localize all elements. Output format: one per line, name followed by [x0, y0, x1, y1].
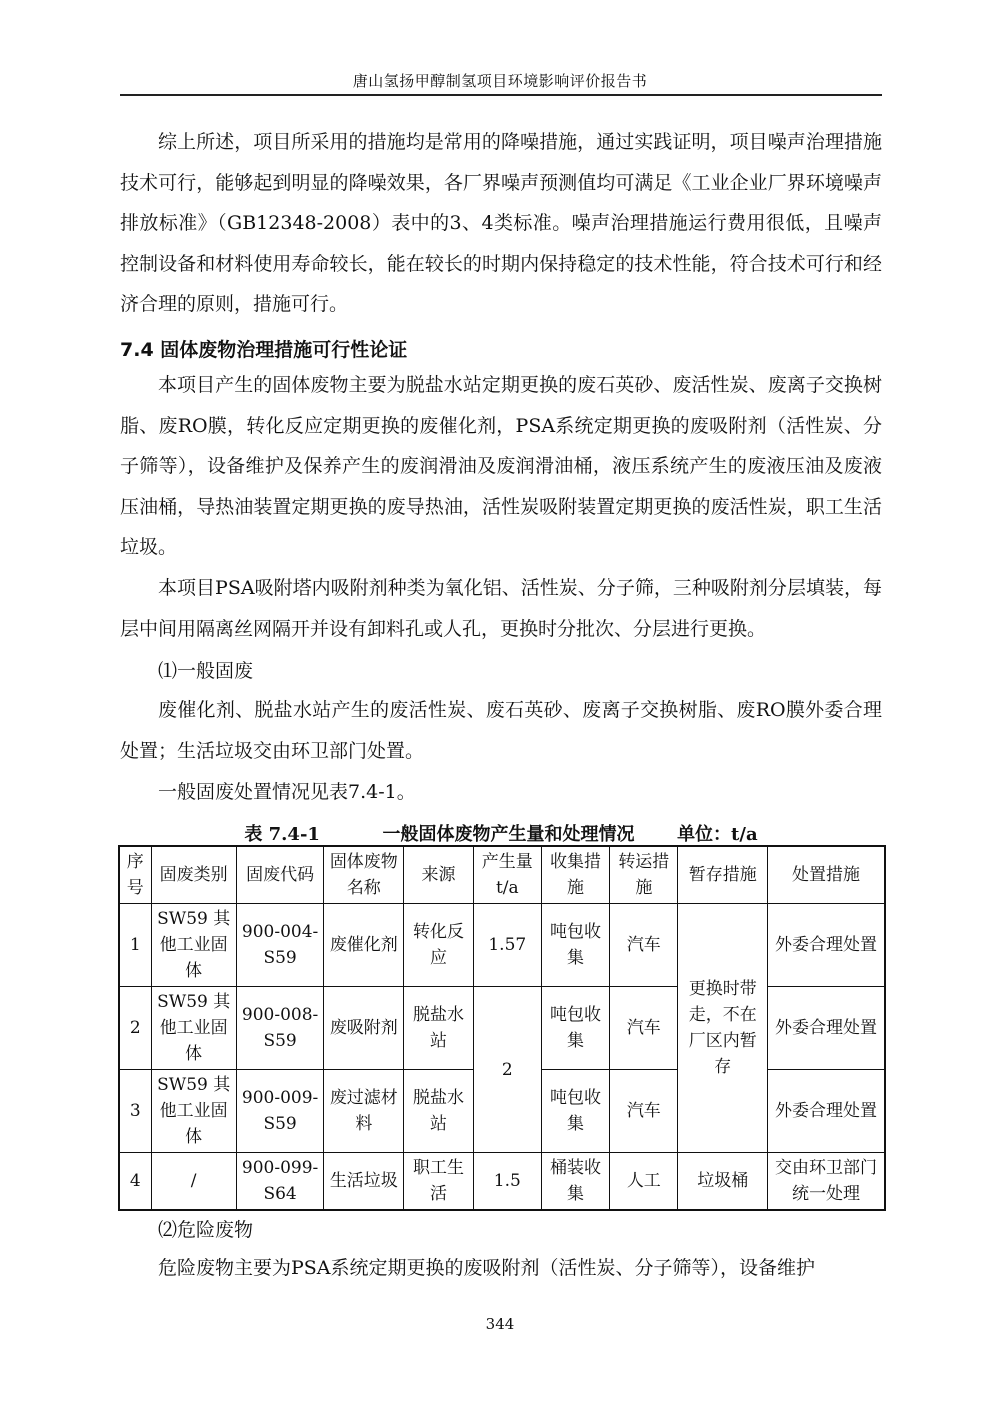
section-heading: 7.4 固体废物治理措施可行性论证: [120, 339, 408, 361]
col-header-collect: 收集措施: [541, 846, 609, 904]
cell-collect: 桶装收集: [541, 1153, 609, 1211]
table-caption-unit: 单位：t/a: [677, 824, 758, 845]
subheading-general-waste: ⑴一般固废: [158, 660, 254, 682]
cell-amount: 1.57: [473, 904, 541, 987]
cell-category: SW59 其他工业固体: [151, 987, 236, 1070]
cell-storage-merged: 更换时带走，不在厂区内暂存: [678, 904, 768, 1153]
cell-source: 转化反应: [404, 904, 473, 987]
cell-no: 2: [119, 987, 151, 1070]
col-header-dispose: 处置措施: [768, 846, 885, 904]
cell-category: SW59 其他工业固体: [151, 1070, 236, 1153]
cell-dispose: 交由环卫部门统一处理: [768, 1153, 885, 1211]
cell-code: 900-008-S59: [236, 987, 323, 1070]
subheading-hazardous-waste: ⑵危险废物: [158, 1219, 254, 1241]
header-rule: [120, 94, 882, 96]
cell-name: 生活垃圾: [324, 1153, 404, 1211]
cell-category: SW59 其他工业固体: [151, 904, 236, 987]
table-row: [119, 987, 885, 1070]
paragraph-table-reference: 一般固废处置情况见表7.4-1。: [158, 781, 416, 803]
cell-no: 3: [119, 1070, 151, 1153]
cell-code: 900-009-S59: [236, 1070, 323, 1153]
cell-category: /: [151, 1153, 236, 1211]
table-header-row: [119, 846, 885, 904]
col-header-category: 固废类别: [151, 846, 236, 904]
col-header-storage: 暂存措施: [678, 846, 768, 904]
table-caption: [120, 820, 882, 846]
col-header-name: 固体废物名称: [324, 846, 404, 904]
table-caption-number: 表 7.4-1: [244, 824, 320, 845]
cell-no: 1: [119, 904, 151, 987]
cell-source: 脱盐水站: [404, 987, 473, 1070]
cell-dispose: 外委合理处置: [768, 987, 885, 1070]
cell-dispose: 外委合理处置: [768, 1070, 885, 1153]
general-waste-table: [118, 845, 886, 1211]
col-header-code: 固废代码: [236, 846, 323, 904]
cell-no: 4: [119, 1153, 151, 1211]
cell-storage: 垃圾桶: [678, 1153, 768, 1211]
paragraph-psa-adsorbent: 本项目PSA吸附塔内吸附剂种类为氧化铝、活性炭、分子筛，三种吸附剂分层填装，每层中间用隔离丝网隔开并设有卸料孔或人孔，更换时分批次、分层进行更换。: [120, 577, 882, 640]
cell-source: 职工生活: [404, 1153, 473, 1211]
cell-name: 废过滤材料: [324, 1070, 404, 1153]
page-number: 344: [485, 1315, 515, 1333]
cell-code: 900-004-S59: [236, 904, 323, 987]
table-row: [119, 1153, 885, 1211]
cell-transport: 汽车: [610, 987, 678, 1070]
cell-amount: 1.5: [473, 1153, 541, 1211]
cell-collect: 吨包收集: [541, 987, 609, 1070]
cell-amount-merged: 2: [473, 987, 541, 1153]
cell-name: 废催化剂: [324, 904, 404, 987]
col-header-amount: 产生量 t/a: [473, 846, 541, 904]
col-header-transport: 转运措施: [610, 846, 678, 904]
table-caption-title: 一般固体废物产生量和处理情况: [382, 824, 635, 845]
cell-name: 废吸附剂: [324, 987, 404, 1070]
cell-collect: 吨包收集: [541, 1070, 609, 1153]
col-header-no: 序号: [119, 846, 151, 904]
cell-transport: 汽车: [610, 904, 678, 987]
table-row: [119, 904, 885, 987]
col-header-source: 来源: [404, 846, 473, 904]
paragraph-solid-waste-sources: 本项目产生的固体废物主要为脱盐水站定期更换的废石英砂、废活性炭、废离子交换树脂、废RO膜，转化反应定期更换的废催化剂，PSA系统定期更换的废吸附剂（活性炭、分子筛等），设备维护及保养产生的废润滑油及废润滑油桶，液压系统产生的废液压油及废液压油桶，导热油装置定期更换的废导热油，活性炭吸附装置定期更换的废活性炭，职工生活垃圾。: [120, 374, 882, 558]
cell-code: 900-099-S64: [236, 1153, 323, 1211]
running-header: 唐山氢扬甲醇制氢项目环境影响评价报告书: [352, 72, 648, 90]
paragraph-noise-conclusion: 综上所述，项目所采用的措施均是常用的降噪措施，通过实践证明，项目噪声治理措施技术可行，能够起到明显的降噪效果，各厂界噪声预测值均可满足《工业企业厂界环境噪声排放标准》（GB12348-2008）表中的3、4类标准。噪声治理措施运行费用很低，且噪声控制设备和材料使用寿命较长，能在较长的时期内保持稳定的技术性能，符合技术可行和经济合理的原则，措施可行。: [120, 131, 882, 315]
paragraph-general-waste-disposal: 废催化剂、脱盐水站产生的废活性炭、废石英砂、废离子交换树脂、废RO膜外委合理处置；生活垃圾交由环卫部门处置。: [120, 699, 882, 762]
cell-dispose: 外委合理处置: [768, 904, 885, 987]
cell-transport: 汽车: [610, 1070, 678, 1153]
paragraph-hazardous-waste: 危险废物主要为PSA系统定期更换的废吸附剂（活性炭、分子筛等），设备维护: [158, 1257, 816, 1279]
cell-source: 脱盐水站: [404, 1070, 473, 1153]
cell-collect: 吨包收集: [541, 904, 609, 987]
cell-transport: 人工: [610, 1153, 678, 1211]
